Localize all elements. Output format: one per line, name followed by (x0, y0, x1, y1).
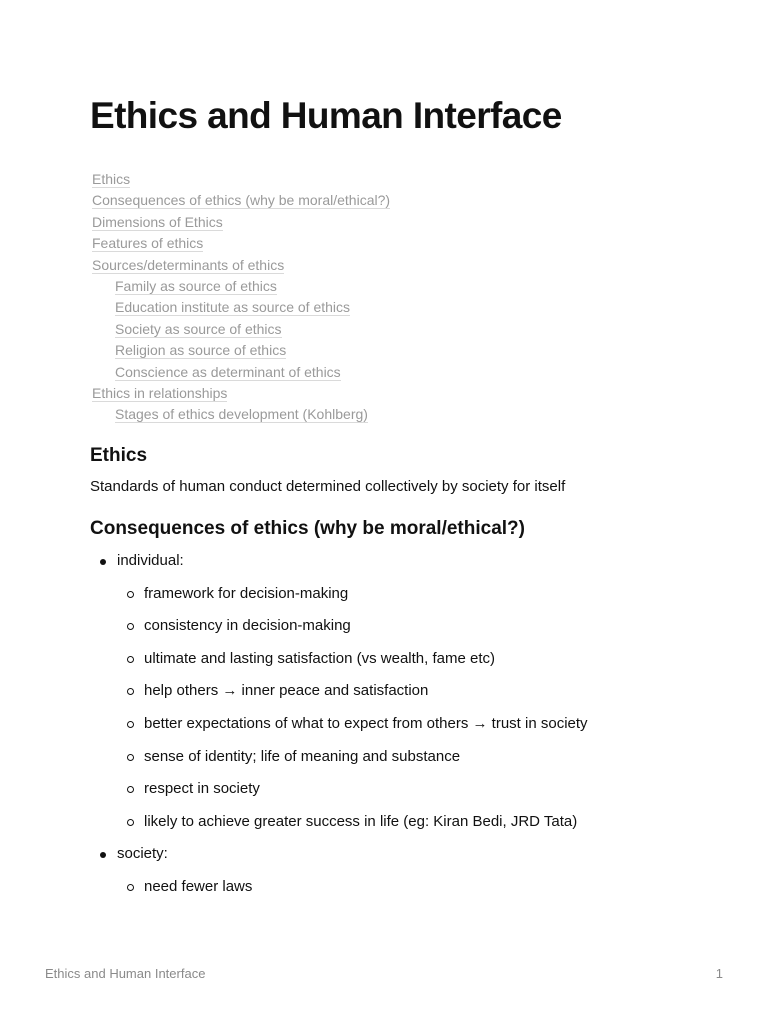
bullet-circle-icon (127, 786, 134, 793)
list-item: individual: (117, 552, 184, 569)
sub-list-item: help others → inner peace and satisfaction (144, 682, 429, 700)
bullet-circle-icon (127, 754, 134, 761)
bullet-circle-icon (127, 656, 134, 663)
toc-link[interactable]: Education institute as source of ethics (115, 299, 351, 316)
toc-link[interactable]: Dimensions of Ethics (92, 213, 223, 230)
sub-list-item: framework for decision-making (144, 584, 349, 602)
ethics-definition-text: Standards of human conduct determined collectively by society for itself (90, 478, 566, 495)
footer-page-number: 1 (715, 966, 723, 981)
table-of-contents (92, 169, 390, 426)
section-heading-consequences: Consequences of ethics (why be moral/ethical?) (90, 518, 525, 539)
sub-list-item: better expectations of what to expect from others → trust in society (144, 715, 588, 732)
sub-list-item: need fewer laws (144, 878, 253, 895)
toc-item (92, 255, 390, 276)
bullet-circle-icon (127, 884, 134, 891)
toc-link[interactable]: Features of ethics (92, 235, 204, 252)
toc-item (92, 319, 390, 340)
sub-list-item: consistency in decision-making (144, 617, 351, 635)
toc-item (92, 212, 390, 233)
toc-link[interactable]: Conscience as determinant of ethics (115, 363, 341, 380)
page-title: Ethics and Human Interface (90, 95, 562, 136)
toc-item (92, 340, 390, 361)
sub-list-item: respect in society (144, 780, 260, 798)
bullet-dot-icon (100, 559, 106, 565)
toc-link[interactable]: Society as source of ethics (115, 320, 282, 337)
toc-link[interactable]: Stages of ethics development (Kohlberg) (115, 406, 368, 423)
toc-item (92, 404, 390, 425)
toc-link[interactable]: Consequences of ethics (why be moral/ethical?) (92, 192, 391, 209)
toc-item (92, 276, 390, 297)
bullet-circle-icon (127, 688, 134, 695)
bullet-dot-icon (100, 852, 106, 858)
bullet-circle-icon (127, 591, 134, 598)
sub-list-item: likely to achieve greater success in life (eg: Kiran Bedi, JRD Tata) (144, 812, 578, 830)
toc-link[interactable]: Family as source of ethics (115, 277, 277, 294)
bullet-circle-icon (127, 623, 134, 630)
bullet-circle-icon (127, 721, 134, 728)
toc-link[interactable]: Religion as source of ethics (115, 342, 287, 359)
toc-item (92, 169, 390, 190)
toc-link[interactable]: Sources/determinants of ethics (92, 256, 285, 273)
toc-item (92, 190, 390, 211)
bullet-circle-icon (127, 819, 134, 826)
list-item: society: (117, 845, 168, 863)
toc-link[interactable]: Ethics (92, 171, 131, 187)
section-heading-ethics: Ethics (90, 445, 148, 466)
toc-item (92, 297, 390, 318)
toc-link[interactable]: Ethics in relationships (92, 384, 228, 401)
footer-document-title: Ethics and Human Interface (45, 966, 206, 981)
sub-list-item: ultimate and lasting satisfaction (vs wealth, fame etc) (144, 649, 495, 667)
toc-item (92, 233, 390, 254)
toc-item (92, 362, 390, 383)
toc-item (92, 383, 390, 404)
sub-list-item: sense of identity; life of meaning and substance (144, 747, 461, 765)
